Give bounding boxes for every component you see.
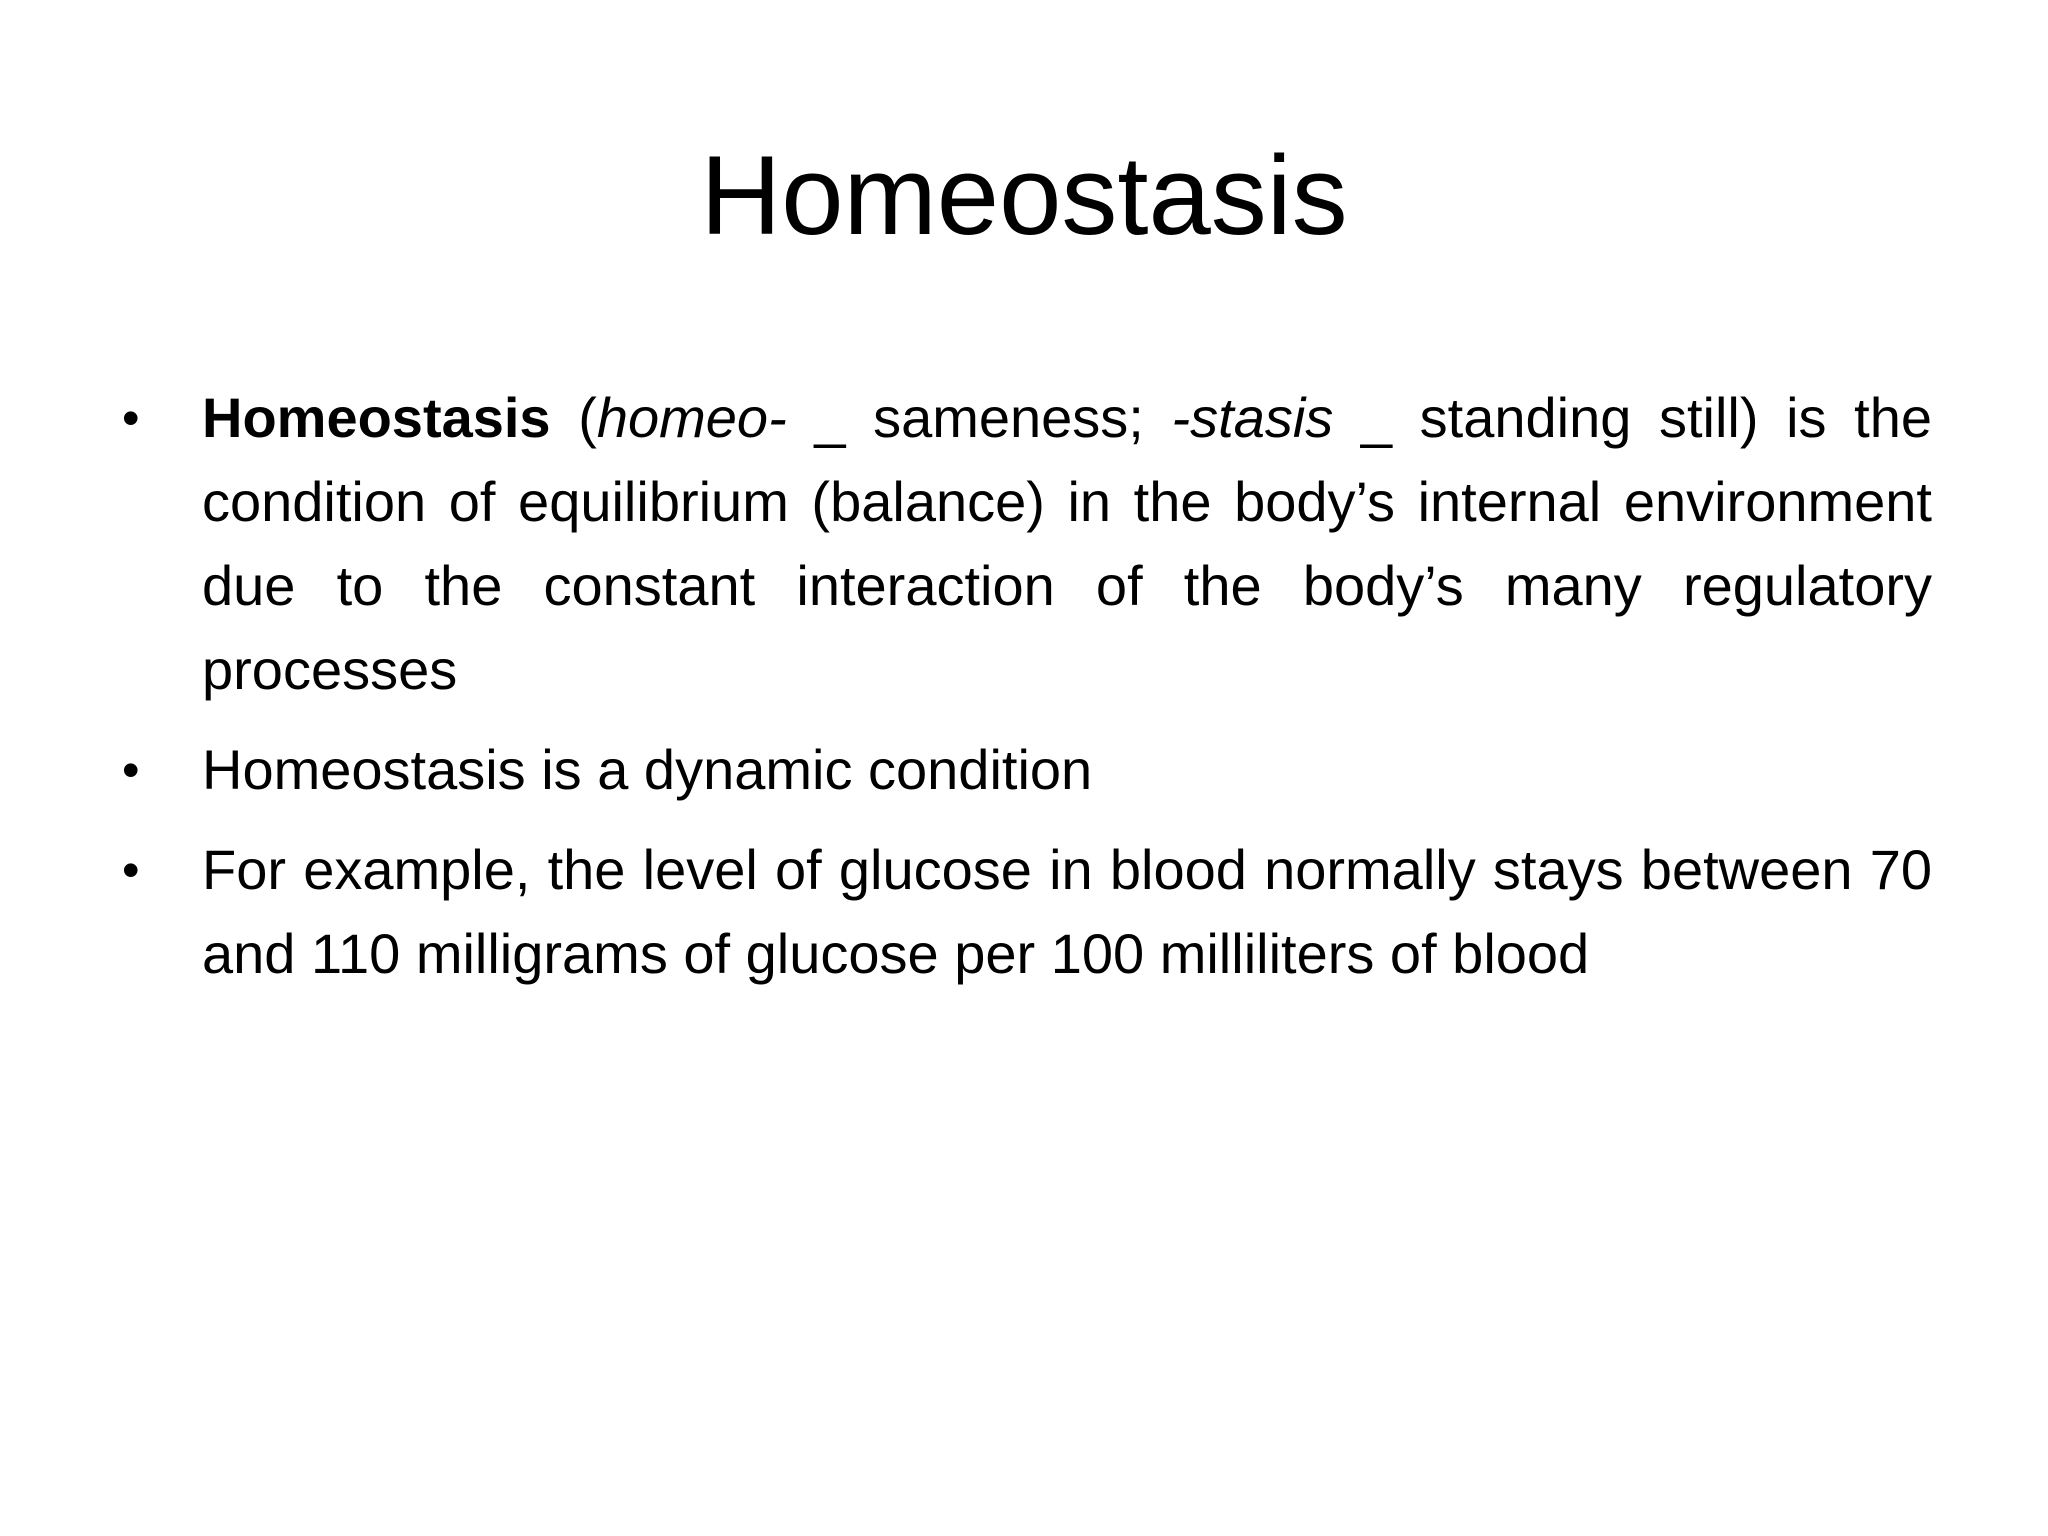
italic-prefix: homeo- <box>596 386 787 449</box>
bullet-icon: • <box>122 842 140 898</box>
text-segment-rest: _ standing still) is the condition of equilibrium (balance) in the body’s internal environment due to the constant interaction of the body’s many regulatory processes <box>202 386 1933 701</box>
text-space <box>551 386 579 449</box>
bullet-item-definition <box>120 376 1932 712</box>
italic-suffix: -stasis <box>1171 386 1334 449</box>
bullet-item-example <box>120 828 1932 996</box>
bullet-list <box>120 376 1932 1012</box>
bullet-icon: • <box>122 390 140 446</box>
bullet-text: Homeostasis is a dynamic condition <box>202 738 1093 801</box>
bullet-text: For example, the level of glucose in blood normally stays between 70 and 110 milligrams of glucose per 100 milliliters of blood <box>202 838 1932 985</box>
bullet-item-dynamic <box>120 728 1932 812</box>
bullet-icon: • <box>122 742 140 798</box>
slide-title: Homeostasis <box>700 133 1348 258</box>
bullet-text <box>202 376 1932 712</box>
bold-term: Homeostasis <box>202 386 551 449</box>
text-segment: _ sameness; <box>786 386 1172 449</box>
open-paren: ( <box>578 386 597 449</box>
